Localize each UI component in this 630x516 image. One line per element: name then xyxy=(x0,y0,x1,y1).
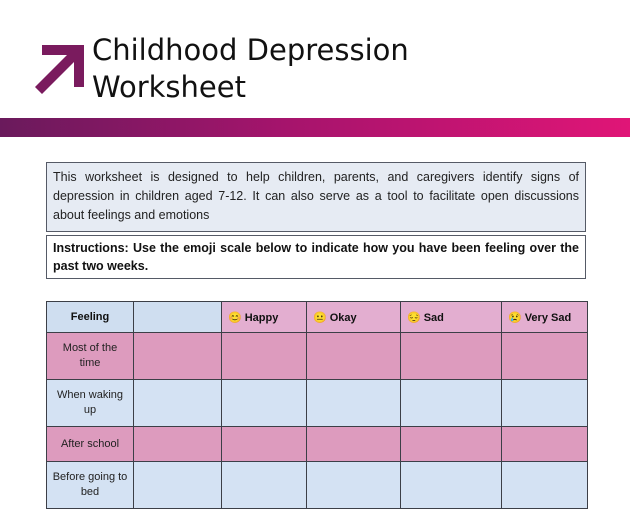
table-row xyxy=(47,427,588,462)
table-cell[interactable] xyxy=(307,333,401,380)
very-sad-emoji-icon: 😢 xyxy=(508,311,522,324)
page-title xyxy=(92,32,409,106)
table-cell[interactable] xyxy=(502,427,588,462)
table-cell[interactable] xyxy=(401,333,502,380)
row-label: Most of the time xyxy=(47,333,134,380)
table-cell[interactable] xyxy=(134,333,222,380)
table-cell[interactable] xyxy=(222,380,307,427)
okay-emoji-icon: 😐 xyxy=(313,311,327,324)
row-label: Before going to bed xyxy=(47,462,134,509)
header-sad-label: Sad xyxy=(423,311,444,324)
table-header-row xyxy=(47,302,588,333)
header-feeling: Feeling xyxy=(47,302,134,333)
table-cell[interactable] xyxy=(401,462,502,509)
table-cell[interactable] xyxy=(134,462,222,509)
header-very-sad xyxy=(502,302,588,333)
header-happy-label: Happy xyxy=(244,311,279,324)
header-sad xyxy=(401,302,502,333)
table-row xyxy=(47,333,588,380)
table-cell[interactable] xyxy=(502,462,588,509)
arrow-logo-icon xyxy=(34,45,84,95)
table-cell[interactable] xyxy=(401,380,502,427)
table-cell[interactable] xyxy=(502,333,588,380)
table-row xyxy=(47,462,588,509)
table-cell[interactable] xyxy=(502,380,588,427)
instructions-text: Instructions: Use the emoji scale below to indicate how you have been feeling over the past two weeks. xyxy=(53,241,579,273)
instructions-box xyxy=(46,235,586,279)
header-okay xyxy=(307,302,401,333)
header-okay-label: Okay xyxy=(329,311,357,324)
sad-emoji-icon: 😔 xyxy=(407,311,421,324)
intro-text-box xyxy=(46,162,586,232)
row-label: When waking up xyxy=(47,380,134,427)
header-blank-cell xyxy=(134,302,222,333)
table-cell[interactable] xyxy=(134,380,222,427)
table-cell[interactable] xyxy=(401,427,502,462)
table-cell[interactable] xyxy=(222,333,307,380)
feelings-table xyxy=(46,301,588,509)
table-cell[interactable] xyxy=(222,462,307,509)
happy-emoji-icon: 😊 xyxy=(228,311,242,324)
table-cell[interactable] xyxy=(222,427,307,462)
table-cell[interactable] xyxy=(307,462,401,509)
page-title-line2: Worksheet xyxy=(92,70,246,104)
header-very-sad-label: Very Sad xyxy=(524,311,572,324)
row-label: After school xyxy=(47,427,134,462)
header-happy xyxy=(222,302,307,333)
page-title-line1: Childhood Depression xyxy=(92,33,409,67)
table-row xyxy=(47,380,588,427)
intro-text: This worksheet is designed to help children, parents, and caregivers identify signs of depression in children aged 7-12. It can also serve as a tool to facilitate open discussions about feelings and emotions xyxy=(53,170,579,222)
header-gradient-bar xyxy=(0,118,630,137)
table-cell[interactable] xyxy=(307,427,401,462)
table-cell[interactable] xyxy=(307,380,401,427)
table-cell[interactable] xyxy=(134,427,222,462)
